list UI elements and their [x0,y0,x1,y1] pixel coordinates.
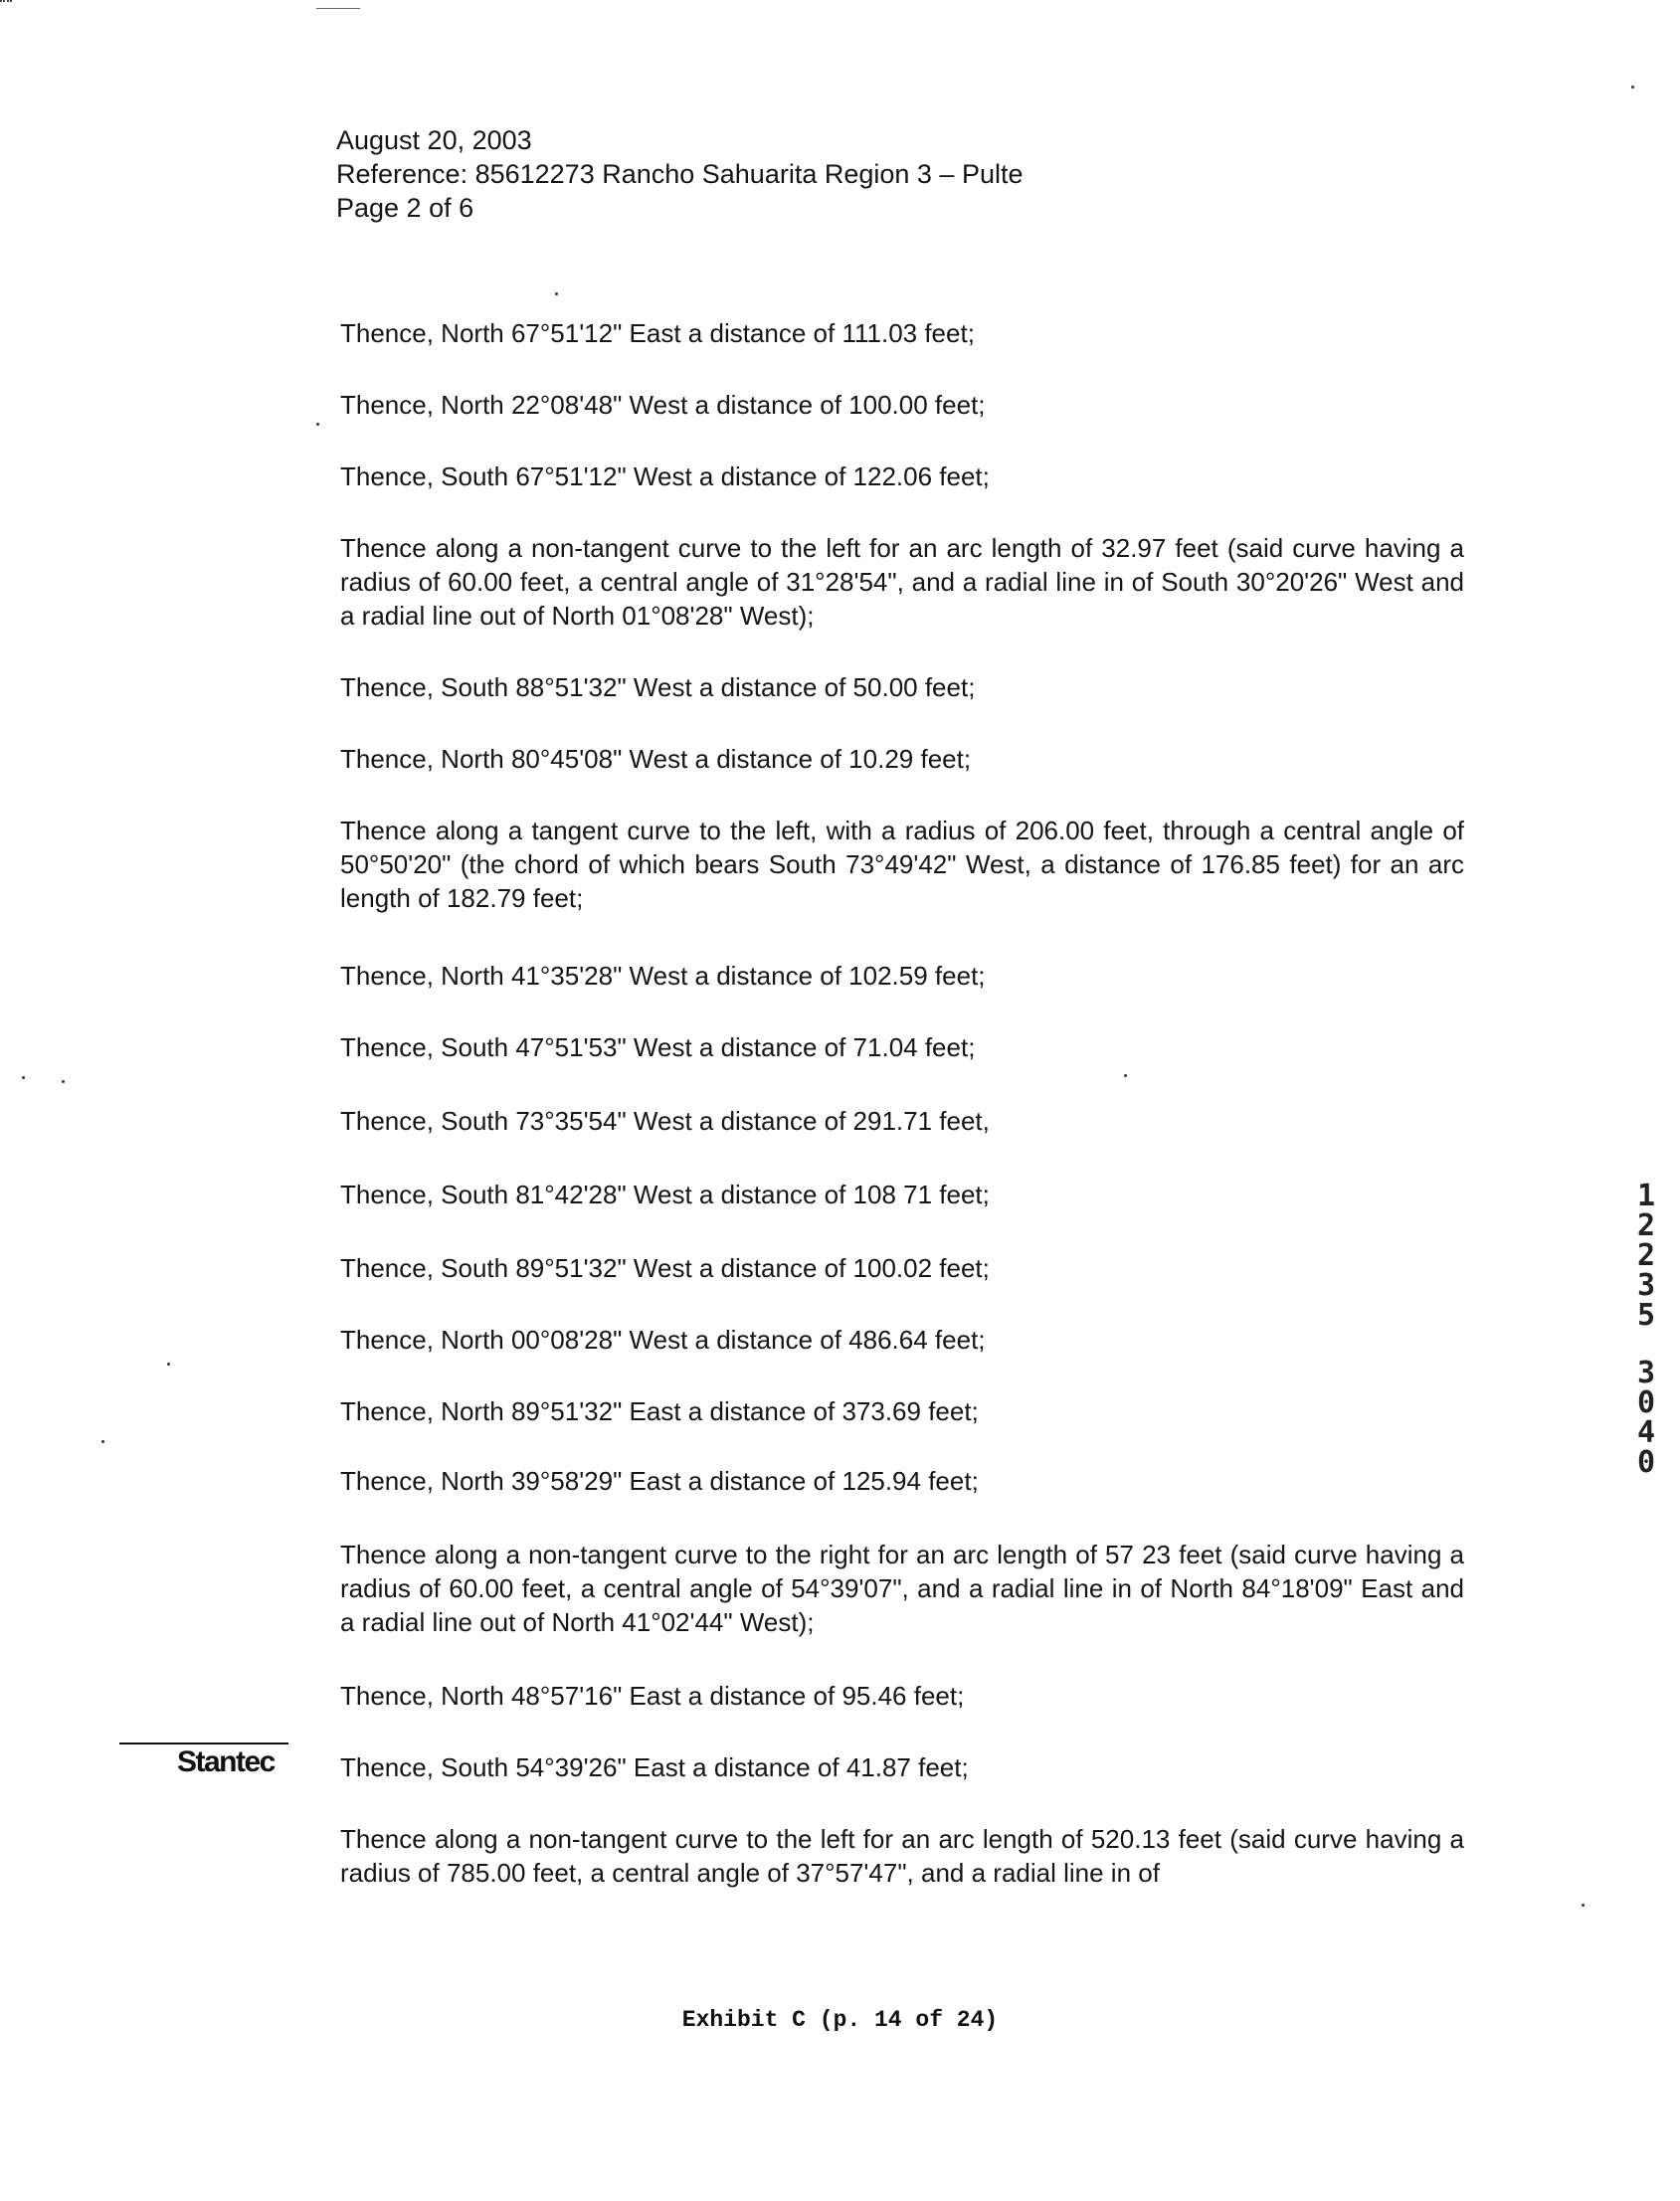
letter-header [336,123,1024,225]
course-paragraph: Thence, South 73°35'54" West a distance of 291.71 feet, [340,1106,990,1136]
course-paragraph: Thence, North 67°51'12" East a distance of 111.03 feet; [340,318,975,348]
stamp-digit: 3 [1636,1268,1656,1303]
curve-paragraph: Thence along a non-tangent curve to the right for an arc length of 57 23 feet (said curve having a radius of 60.00 feet, a central angle of 54°39'07", and a radial line in of North 84°18'09" East and a radial line out of North 41°02'44" West); [340,1540,1464,1637]
stamp-digit: 0 [1636,1385,1656,1420]
course-paragraph: Thence, South 47°51'53" West a distance of 71.04 feet; [340,1032,976,1062]
scan-speck [555,292,558,295]
stamp-digit: 2 [1636,1238,1656,1273]
course-paragraph: Thence, North 80°45'08" West a distance of 10.29 feet; [340,744,972,774]
stamp-digit: 5 [1636,1298,1656,1333]
curve-paragraph: Thence along a non-tangent curve to the left for an arc length of 32.97 feet (said curve having a radius of 60.00 feet, a central angle of 31°28'54", and a radial line in of South 30°20'26" West and a radial line out of North 01°08'28" West); [340,533,1464,631]
stantec-logo: Stantec [177,1745,275,1778]
course-paragraph: Thence, South 88°51'32" West a distance of 50.00 feet; [340,672,976,702]
course-paragraph: Thence, North 41°35'28" West a distance of 102.59 feet; [340,961,986,991]
stamp-digit: 2 [1636,1208,1656,1243]
recording-number-stamp [1631,1179,1661,1480]
header-date: August 20, 2003 [336,125,532,155]
course-paragraph: Thence, South 81°42'28" West a distance of 108 71 feet; [340,1180,990,1209]
scan-speck [167,1363,170,1366]
course-paragraph: Thence, South 54°39'26" East a distance of 41.87 feet; [340,1752,969,1782]
scan-top-dash [316,8,360,9]
course-paragraph: Thence, North 48°57'16" East a distance of 95.46 feet; [340,1681,965,1711]
scan-speck [316,423,319,426]
course-paragraph: Thence, North 22°08'48" West a distance of 100.00 feet; [340,390,986,420]
course-paragraph: Thence, North 89°51'32" East a distance of 373.69 feet; [340,1396,979,1426]
curve-paragraph: Thence along a tangent curve to the left, with a radius of 206.00 feet, through a central angle of 50°50'20" (the chord of which bears South 73°49'42" West, a distance of 176.85 feet) for an arc length of 182.79 feet; [340,816,1464,913]
course-paragraph: Thence, North 00°08'28" West a distance of 486.64 feet; [340,1325,986,1355]
scan-speck [62,1080,65,1083]
stamp-digit: 0 [1636,1445,1656,1480]
exhibit-footer: Exhibit C (p. 14 of 24) [681,2007,999,2033]
course-paragraph: Thence, North 39°58'29" East a distance of 125.94 feet; [340,1466,979,1496]
scan-speck [1582,1904,1585,1907]
scan-speck [1631,86,1634,89]
logo-rule [119,1742,288,1744]
curve-paragraph: Thence along a non-tangent curve to the left for an arc length of 520.13 feet (said curve having a radius of 785.00 feet, a central angle of 37°57'47", and a radial line in of [340,1824,1464,1888]
stamp-digit: 1 [1636,1179,1656,1213]
header-page-number: Page 2 of 6 [336,193,474,223]
scan-corner-mark [0,0,12,16]
header-reference: Reference: 85612273 Rancho Sahuarita Region 3 – Pulte [336,159,1024,189]
scan-speck [101,1440,104,1443]
course-paragraph: Thence, South 89°51'32" West a distance of 100.02 feet; [340,1253,990,1283]
course-paragraph: Thence, South 67°51'12" West a distance of 122.06 feet; [340,461,990,491]
scan-speck [1124,1074,1127,1077]
stamp-digit: 3 [1636,1356,1656,1390]
stamp-digit: 4 [1636,1415,1656,1450]
scan-speck [22,1076,25,1079]
